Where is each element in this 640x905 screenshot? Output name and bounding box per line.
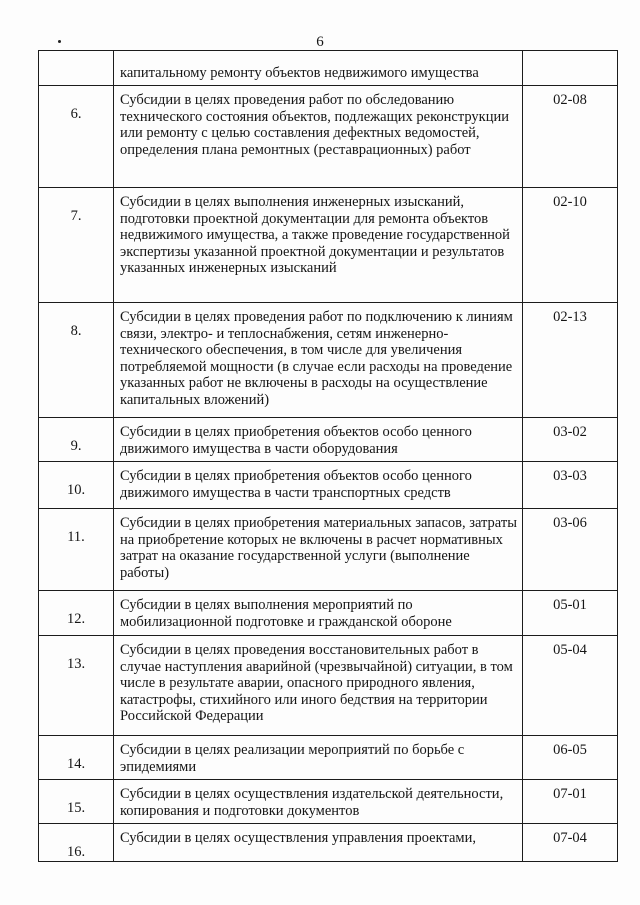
row-number: 13. bbox=[39, 636, 114, 736]
row-number: 12. bbox=[39, 591, 114, 636]
table-row bbox=[39, 51, 618, 86]
table-row bbox=[39, 462, 618, 509]
table-row bbox=[39, 188, 618, 303]
row-code: 03-02 bbox=[523, 418, 618, 462]
row-description: Субсидии в целях приобретения объектов особо ценного движимого имущества в части оборудования bbox=[114, 418, 523, 462]
row-number: 9. bbox=[39, 418, 114, 462]
row-number: 16. bbox=[39, 824, 114, 862]
row-code: 07-01 bbox=[523, 780, 618, 824]
table-row bbox=[39, 591, 618, 636]
page-number: 6 bbox=[316, 34, 324, 50]
row-description: Субсидии в целях проведения работ по подключению к линиям связи, электро- и теплоснабжения, сетям инженерно-технического обеспечения, в том числе для увеличения потребляемой мощности (в случае если расходы на проведение указанных работ не включены в расходы на осуществление капитальных вложений) bbox=[114, 303, 523, 418]
table-row bbox=[39, 636, 618, 736]
table-row bbox=[39, 418, 618, 462]
row-code: 05-04 bbox=[523, 636, 618, 736]
row-description: Субсидии в целях осуществления управления проектами, bbox=[114, 824, 523, 862]
row-code: 02-13 bbox=[523, 303, 618, 418]
row-number bbox=[39, 51, 114, 86]
row-code: 05-01 bbox=[523, 591, 618, 636]
row-code: 07-04 bbox=[523, 824, 618, 862]
row-description: Субсидии в целях проведения работ по обследованию технического состояния объектов, подлежащих реконструкции или ремонту с целью составления дефектных ведомостей, определения плана ремонтных (реставрационных) работ bbox=[114, 86, 523, 188]
subsidy-table bbox=[38, 50, 618, 862]
table-row bbox=[39, 824, 618, 862]
row-number: 10. bbox=[39, 462, 114, 509]
row-number: 15. bbox=[39, 780, 114, 824]
table-row bbox=[39, 736, 618, 780]
row-number: 8. bbox=[39, 303, 114, 418]
row-code: 02-10 bbox=[523, 188, 618, 303]
row-description: капитальному ремонту объектов недвижимого имущества bbox=[114, 51, 523, 86]
table-row bbox=[39, 780, 618, 824]
row-number: 14. bbox=[39, 736, 114, 780]
row-description: Субсидии в целях реализации мероприятий по борьбе с эпидемиями bbox=[114, 736, 523, 780]
row-code: 03-03 bbox=[523, 462, 618, 509]
scan-speck bbox=[58, 40, 61, 43]
row-code: 03-06 bbox=[523, 509, 618, 591]
row-description: Субсидии в целях выполнения инженерных изысканий, подготовки проектной документации для ремонта объектов недвижимого имущества, а также проведение государственной экспертизы указанной проектной документации и результатов указанных инженерных изысканий bbox=[114, 188, 523, 303]
row-description: Субсидии в целях приобретения материальных запасов, затраты на приобретение которых не включены в расчет нормативных затрат на оказание государственной услуги (выполнение работы) bbox=[114, 509, 523, 591]
row-code: 06-05 bbox=[523, 736, 618, 780]
row-description: Субсидии в целях выполнения мероприятий по мобилизационной подготовке и гражданской обороне bbox=[114, 591, 523, 636]
table-row bbox=[39, 509, 618, 591]
row-number: 6. bbox=[39, 86, 114, 188]
row-code: 02-08 bbox=[523, 86, 618, 188]
row-code bbox=[523, 51, 618, 86]
row-description: Субсидии в целях приобретения объектов особо ценного движимого имущества в части транспортных средств bbox=[114, 462, 523, 509]
row-description: Субсидии в целях проведения восстановительных работ в случае наступления аварийной (чрезвычайной) ситуации, в том числе в результате аварии, опасного природного явления, катастрофы, стихийного или иного бедствия на территории Российской Федерации bbox=[114, 636, 523, 736]
table-row bbox=[39, 86, 618, 188]
row-number: 11. bbox=[39, 509, 114, 591]
row-number: 7. bbox=[39, 188, 114, 303]
row-description: Субсидии в целях осуществления издательской деятельности, копирования и подготовки документов bbox=[114, 780, 523, 824]
table-row bbox=[39, 303, 618, 418]
